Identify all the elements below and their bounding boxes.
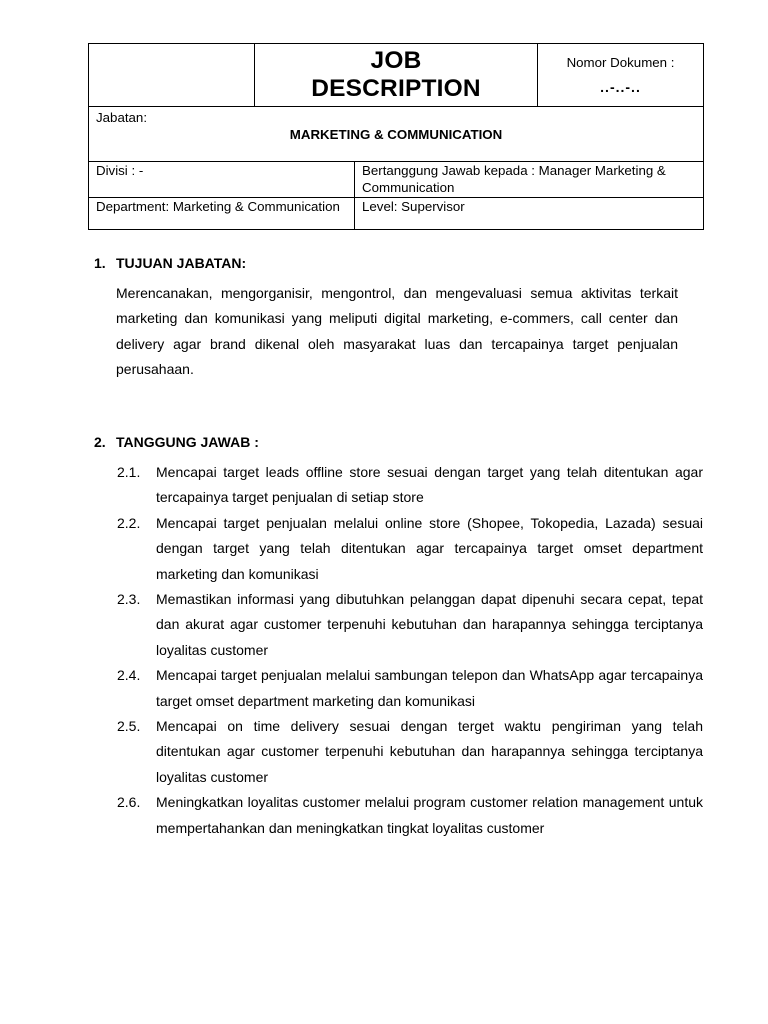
level-cell: Level: Supervisor: [355, 198, 704, 230]
logo-cell: [89, 44, 255, 107]
reports-to-cell: Bertanggung Jawab kepada : Manager Marketing & Communication: [355, 162, 704, 198]
list-item-text: Meningkatkan loyalitas customer melalui program customer relation management untuk mempertahankan dan meningkatkan tingkat loyalitas customer: [156, 794, 703, 836]
list-item-text: Mencapai target leads offline store sesuai dengan target yang telah ditentukan agar tercapainya target penjualan di setiap store: [156, 464, 703, 506]
document-number-label: Nomor Dokumen :: [566, 55, 675, 70]
list-item-text: Mencapai on time delivery sesuai dengan terget waktu pengiriman yang telah ditentukan agar customer terpenuhi kebutuhan dan harapannya sehingga terciptanya loyalitas customer: [156, 718, 703, 785]
list-item-number: 2.1.: [117, 464, 141, 480]
list-item: [117, 790, 703, 841]
section2-number: 2.: [94, 434, 106, 450]
section2-heading: [94, 434, 259, 450]
section1-number: 1.: [94, 255, 106, 271]
responsibility-list: [117, 460, 703, 841]
list-item-text: Mencapai target penjualan melalui online store (Shopee, Tokopedia, Lazada) sesuai dengan target yang telah ditentukan agar tercapainya target omset department marketing dan komunikasi: [156, 514, 703, 582]
list-item: [117, 511, 703, 587]
department-cell: Department: Marketing & Communication: [89, 198, 355, 230]
section2-title: TANGGUNG JAWAB :: [116, 434, 259, 450]
list-item: [117, 460, 703, 511]
jabatan-row: [89, 107, 704, 162]
title-cell: [255, 44, 538, 107]
list-item-number: 2.3.: [117, 591, 141, 608]
document-number-cell: [538, 44, 704, 107]
list-item: [117, 714, 703, 790]
header-table: [88, 43, 704, 230]
list-item-number: 2.5.: [117, 718, 141, 735]
divisi-cell: Divisi : -: [89, 162, 355, 198]
divisi-row: [89, 162, 704, 198]
list-item: [117, 587, 703, 663]
document-title-line1: JOB: [370, 47, 422, 74]
section1-heading: [94, 255, 246, 271]
list-item-number: 2.2.: [117, 514, 141, 531]
document-title-line2: DESCRIPTION: [311, 75, 481, 102]
jabatan-label: Jabatan:: [96, 110, 148, 125]
document-number-value: ..-..-..: [600, 79, 641, 95]
header-title-row: [89, 44, 704, 107]
department-row: [89, 198, 704, 230]
jabatan-value: MARKETING & COMMUNICATION: [289, 127, 503, 142]
section1-body: Merencanakan, mengorganisir, mengontrol, dan mengevaluasi semua aktivitas terkait marketing dan komunikasi yang meliputi digital marketing, e-commers, call center dan delivery agar brand dikenal oleh masyarakat luas dan tercapainya target penjualan perusahaan.: [116, 285, 678, 377]
list-item-text: Memastikan informasi yang dibutuhkan pelanggan dapat dipenuhi secara cepat, tepat dan akurat agar customer terpenuhi kebutuhan dan harapannya sehingga terciptanya loyalitas customer: [156, 591, 703, 658]
jabatan-cell: [89, 107, 704, 162]
section1-title: TUJUAN JABATAN:: [116, 255, 247, 271]
list-item-number: 2.6.: [117, 794, 141, 811]
list-item-number: 2.4.: [117, 667, 141, 684]
list-item: [117, 663, 703, 714]
list-item-text: Mencapai target penjualan melalui sambungan telepon dan WhatsApp agar tercapainya target omset department marketing dan komunikasi: [156, 667, 703, 709]
